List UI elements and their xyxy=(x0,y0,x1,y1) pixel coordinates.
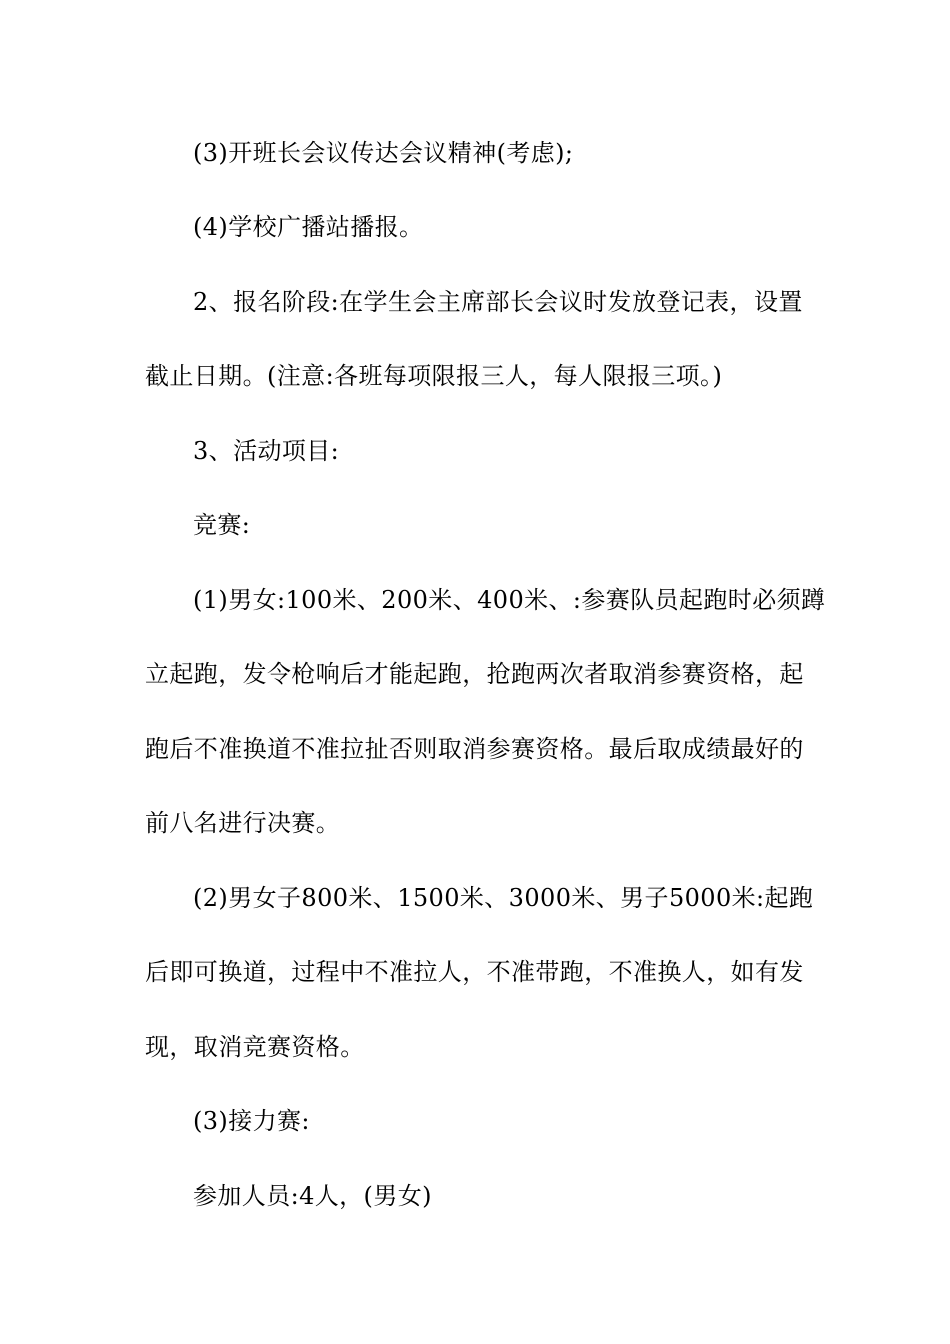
text-line-1: (3)开班长会议传达会议精神(考虑); xyxy=(193,139,574,167)
text-line-15: 参加人员:4人，(男女) xyxy=(193,1182,432,1210)
text-line-8: 立起跑，发令枪响后才能起跑，抢跑两次者取消参赛资格，起 xyxy=(145,660,804,688)
text-line-5: 3、活动项目: xyxy=(193,437,340,465)
text-line-4: 截止日期。(注意:各班每项限报三人，每人限报三项。) xyxy=(145,362,723,390)
text-line-10: 前八名进行决赛。 xyxy=(145,809,341,837)
text-line-14: (3)接力赛: xyxy=(193,1107,310,1135)
text-line-6: 竞赛: xyxy=(193,511,251,539)
text-line-3: 2、报名阶段:在学生会主席部长会议时发放登记表，设置 xyxy=(193,288,803,316)
text-line-12: 后即可换道，过程中不准拉人，不准带跑，不准换人，如有发 xyxy=(145,958,804,986)
text-line-2: (4)学校广播站播报。 xyxy=(193,213,424,241)
text-line-13: 现，取消竞赛资格。 xyxy=(145,1033,365,1061)
text-line-9: 跑后不准换道不准拉扯否则取消参赛资格。最后取成绩最好的 xyxy=(145,735,804,763)
text-line-11: (2)男女子800米、1500米、3000米、男子5000米:起跑 xyxy=(193,884,814,912)
text-line-7: (1)男女:100米、200米、400米、:参赛队员起跑时必须蹲 xyxy=(193,586,826,614)
